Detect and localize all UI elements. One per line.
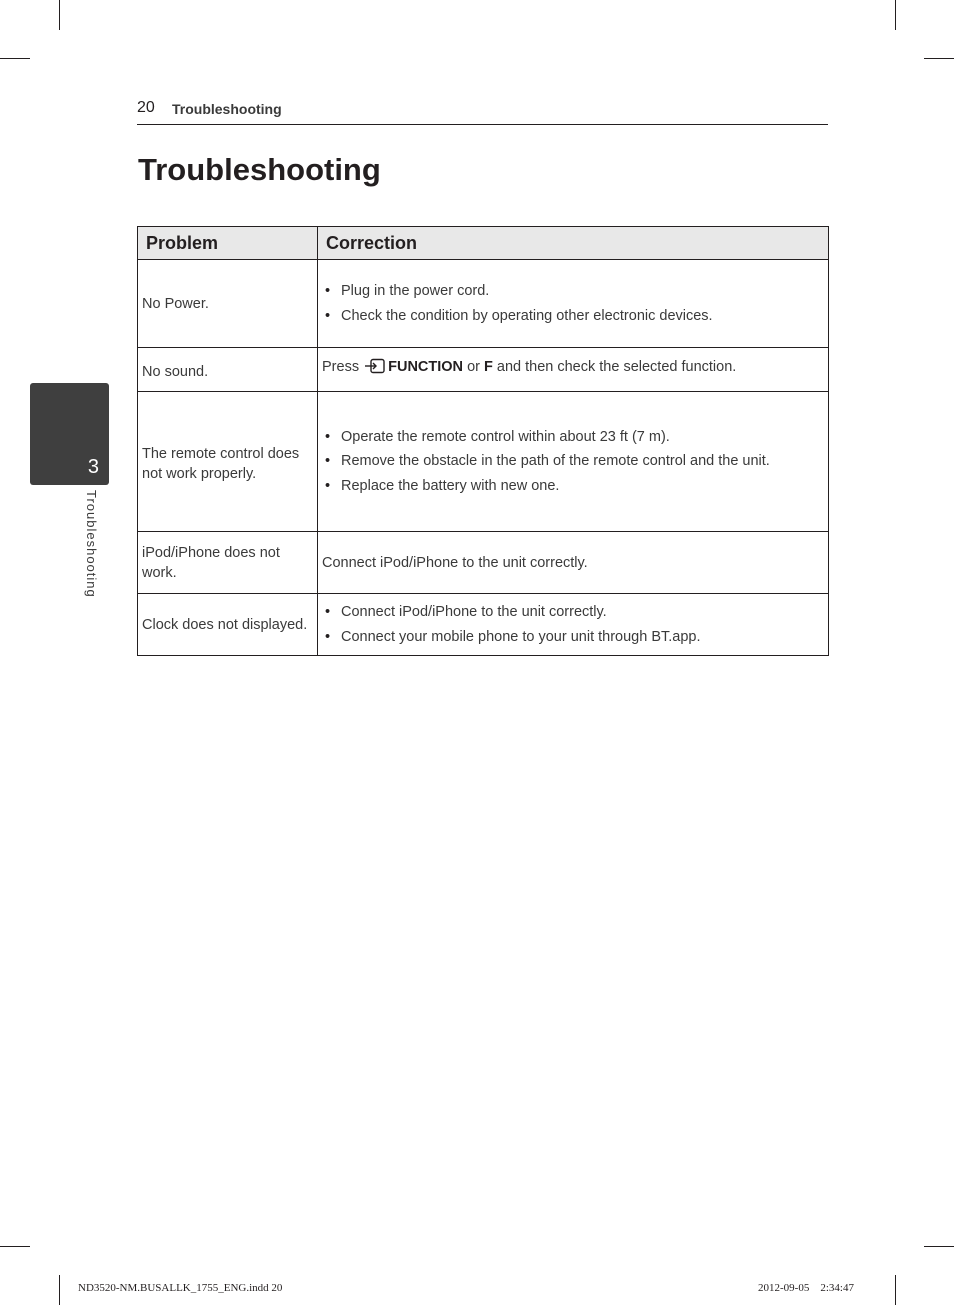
table-header-row: [138, 227, 829, 260]
table-row: [138, 532, 829, 594]
correction-rest-text: and then check the selected function.: [496, 359, 737, 375]
column-header-problem: Problem: [138, 227, 318, 260]
correction-cell: [318, 260, 829, 348]
problem-cell: No Power.: [138, 260, 318, 348]
problem-cell: iPod/iPhone does not work.: [138, 532, 318, 594]
table-row: [138, 348, 829, 392]
crop-mark: [895, 1275, 896, 1305]
correction-list: [323, 600, 824, 649]
list-item: • Replace the battery with new one.: [323, 474, 824, 499]
running-title: Troubleshooting: [172, 101, 282, 117]
list-item: • Plug in the power cord.: [323, 279, 824, 304]
correction-list: [323, 425, 824, 499]
chapter-label: Troubleshooting: [84, 490, 99, 598]
list-item: • Connect your mobile phone to your unit through BT.app.: [323, 625, 824, 650]
crop-mark: [895, 0, 896, 30]
crop-mark: [924, 58, 954, 59]
column-header-correction: Correction: [318, 227, 829, 260]
correction-cell: [318, 348, 829, 392]
f-key-label: F: [484, 359, 493, 375]
chapter-number: 3: [87, 456, 99, 478]
troubleshooting-table: [137, 226, 829, 656]
problem-cell: The remote control does not work properly.: [138, 392, 318, 532]
running-header: [137, 99, 828, 125]
crop-mark: [0, 1246, 30, 1247]
page-number: 20: [137, 99, 155, 116]
press-text: Press: [322, 359, 360, 375]
footer-timestamp: 2012-09-05 2:34:47: [758, 1282, 854, 1294]
footer-filename: ND3520-NM.BUSALLK_1755_ENG.indd 20: [78, 1282, 283, 1294]
list-item: • Check the condition by operating other electronic devices.: [323, 304, 824, 329]
list-item: • Remove the obstacle in the path of the remote control and the unit.: [323, 449, 824, 474]
list-item: • Connect iPod/iPhone to the unit correctly.: [323, 600, 824, 625]
crop-mark: [59, 0, 60, 30]
correction-cell: [318, 594, 829, 656]
or-text: or: [467, 359, 480, 375]
table-row: [138, 392, 829, 532]
crop-mark: [0, 58, 30, 59]
chapter-tab: [30, 383, 109, 485]
correction-list: [323, 279, 824, 328]
page-title: Troubleshooting: [138, 152, 381, 187]
correction-cell: Connect iPod/iPhone to the unit correctly.: [318, 532, 829, 594]
list-item: • Operate the remote control within about 23 ft (7 m).: [323, 425, 824, 450]
table-row: [138, 594, 829, 656]
problem-cell: No sound.: [138, 348, 318, 392]
crop-mark: [924, 1246, 954, 1247]
correction-cell: [318, 392, 829, 532]
table-row: [138, 260, 829, 348]
function-key-label: FUNCTION: [388, 359, 464, 375]
crop-mark: [59, 1275, 60, 1305]
input-function-icon: [364, 358, 386, 380]
problem-cell: Clock does not displayed.: [138, 594, 318, 656]
